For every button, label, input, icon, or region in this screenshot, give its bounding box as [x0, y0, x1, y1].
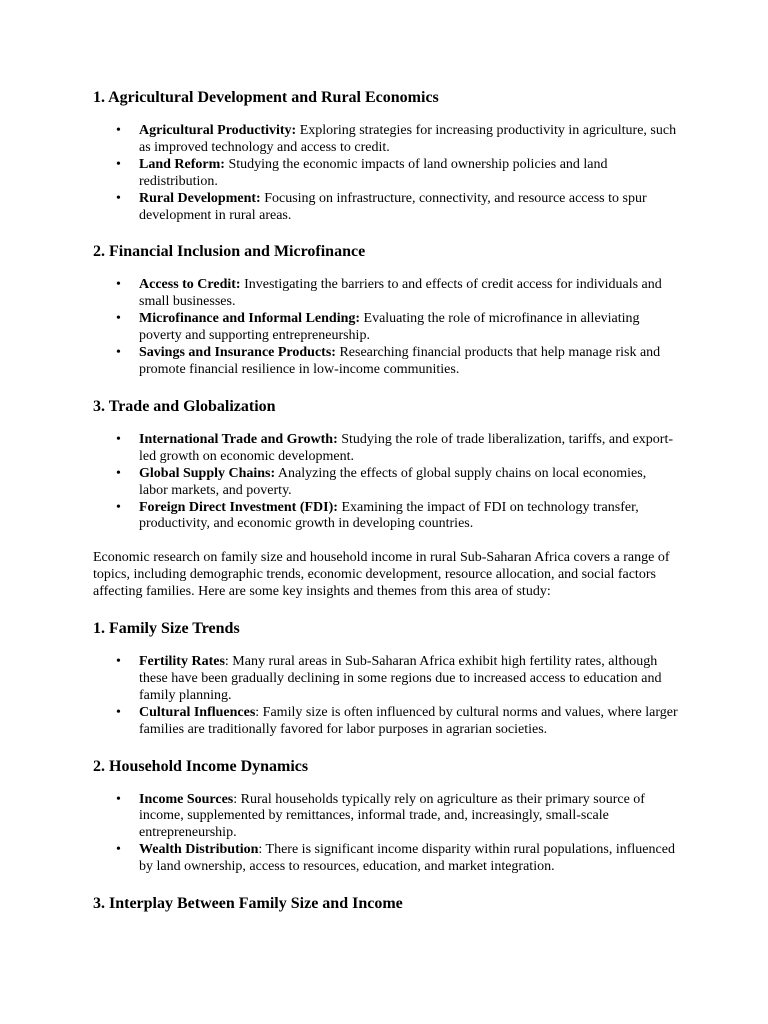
- list-item: [139, 432, 678, 466]
- list-item-term: Microfinance and Informal Lending:: [139, 311, 361, 327]
- section-heading-family-size-trends: 1. Family Size Trends: [93, 620, 240, 638]
- list-item-text: Studying the role of trade liberalization, tariffs, and export-led growth on economic development.: [139, 431, 673, 464]
- list-item-text: Focusing on infrastructure, connectivity, and resource access to spur development in rural areas.: [139, 190, 647, 223]
- list-item-text: Evaluating the role of microfinance in alleviating poverty and supporting entrepreneurship.: [139, 311, 640, 344]
- section-heading-financial-inclusion: 2. Financial Inclusion and Microfinance: [93, 243, 366, 261]
- list-item: [139, 466, 678, 500]
- list-item: [139, 277, 678, 311]
- list-item-term: Income Sources: [139, 791, 234, 807]
- list-item-term: Global Supply Chains:: [139, 465, 276, 481]
- list-item-term: Cultural Influences: [139, 704, 256, 720]
- list-item-text: : Many rural areas in Sub-Saharan Africa exhibit high fertility rates, although these have been gradually declining in some regions due to increased access to education and family planning.: [139, 654, 662, 703]
- bullet-list-family-size-trends: [93, 654, 678, 739]
- list-item-text: Studying the economic impacts of land ownership policies and land redistribution.: [139, 156, 608, 189]
- list-item-term: Fertility Rates: [139, 654, 225, 670]
- list-item-term: Access to Credit:: [139, 277, 241, 293]
- list-item-text: : Rural households typically rely on agriculture as their primary source of income, supplemented by remittances, informal trade, and, increasingly, small-scale entrepreneurship.: [139, 791, 645, 841]
- list-item-term: Agricultural Productivity:: [139, 123, 297, 138]
- section-heading-household-income: 2. Household Income Dynamics: [93, 757, 309, 775]
- list-item-term: Land Reform:: [139, 156, 225, 172]
- list-item-text: : Family size is often influenced by cultural norms and values, where larger families are traditionally favored for labor purposes in agrarian societies.: [139, 704, 678, 737]
- list-item-term: Foreign Direct Investment (FDI):: [139, 499, 338, 515]
- list-item-term: Rural Development:: [139, 190, 261, 206]
- intro-paragraph: Economic research on family size and household income in rural Sub-Saharan Africa covers a range of topics, including demographic trends, economic development, resource allocation, and social factors affecting families. Here are some key insights and themes from this area of study:: [93, 550, 670, 600]
- list-item: [139, 345, 678, 379]
- list-item: [139, 157, 678, 191]
- list-item-text: Researching financial products that help manage risk and promote financial resilience in low-income communities.: [139, 345, 661, 377]
- list-item-term: Savings and Insurance Products:: [139, 345, 336, 361]
- bullet-list-household-income: [93, 792, 678, 877]
- section-heading-interplay: 3. Interplay Between Family Size and Income: [93, 895, 403, 913]
- list-item-text: Investigating the barriers to and effects of credit access for individuals and small businesses.: [139, 277, 662, 310]
- list-item: [139, 705, 678, 739]
- list-item: [139, 311, 678, 345]
- list-item-text: : There is significant income disparity within rural populations, influenced by land ownership, access to resources, education, and market integration.: [139, 842, 675, 875]
- list-item-text: Examining the impact of FDI on technology transfer, productivity, and economic growth in developing countries.: [139, 499, 639, 532]
- list-item: [139, 842, 678, 876]
- bullet-list-financial-inclusion: [93, 277, 678, 378]
- bullet-list-trade-globalization: [93, 432, 678, 533]
- list-item: [139, 123, 678, 157]
- list-item: [139, 792, 678, 843]
- list-item: [139, 500, 678, 534]
- list-item-text: Analyzing the effects of global supply chains on local economies, labor markets, and poverty.: [139, 465, 647, 498]
- section-heading-agricultural-development: 1. Agricultural Development and Rural Economics: [93, 89, 439, 106]
- list-item: [139, 191, 678, 225]
- bullet-list-agricultural-development: [93, 123, 678, 224]
- list-item: [139, 654, 678, 705]
- list-item-term: International Trade and Growth:: [139, 431, 338, 447]
- section-heading-trade-globalization: 3. Trade and Globalization: [93, 397, 276, 415]
- list-item-term: Wealth Distribution: [139, 842, 259, 858]
- list-item-text: Exploring strategies for increasing productivity in agriculture, such as improved technology and access to credit.: [139, 123, 677, 155]
